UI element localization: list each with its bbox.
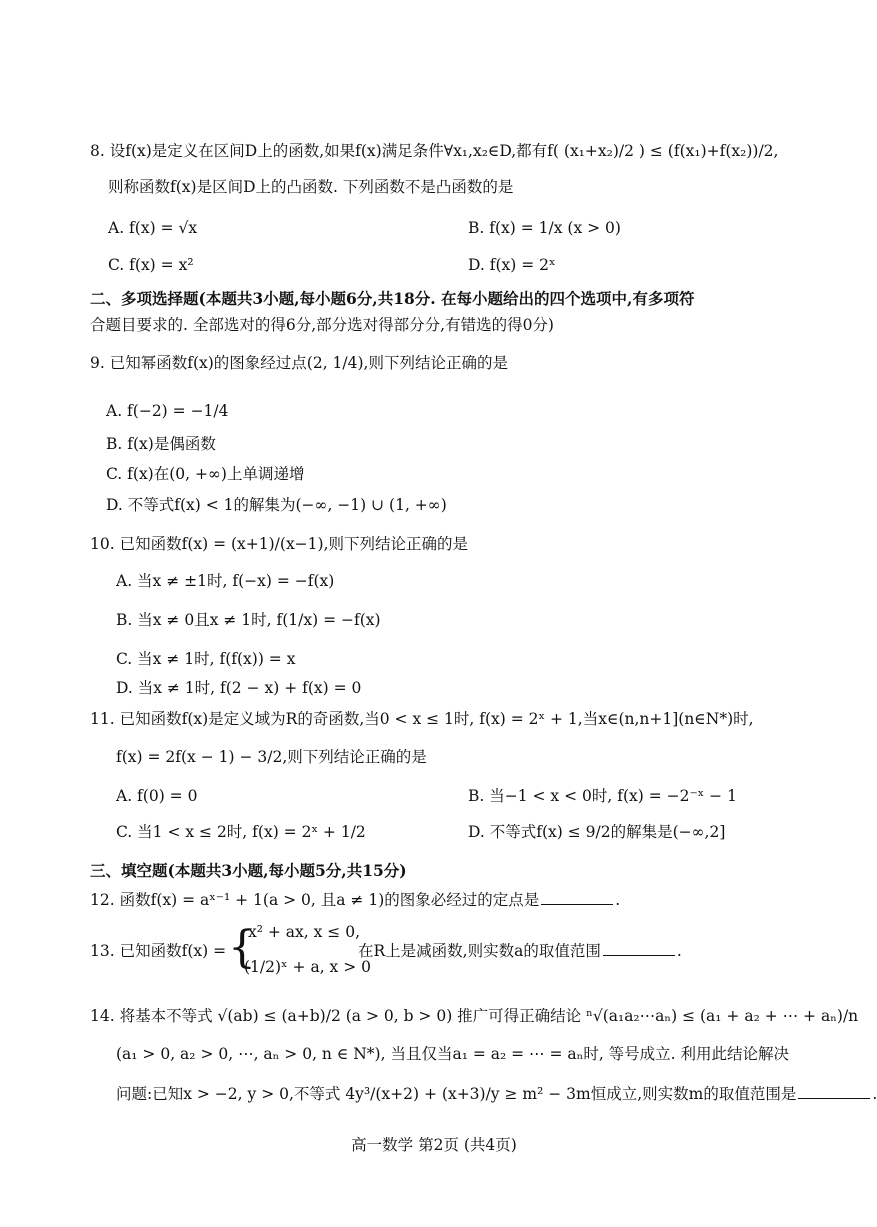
q8-stem-line1: 8. 设f(x)是定义在区间D上的函数,如果f(x)满足条件∀x₁,x₂∈D,都有f( (x₁+x₂)/2 ) ≤ (f(x₁)+f(x₂))/2, [90,142,779,160]
section-2-heading: 二、多项选择题(本题共3小题,每小题6分,共18分. 在每小题给出的四个选项中,有多项符 [90,289,695,308]
q11-stem-line2: f(x) = 2f(x − 1) − 3/2,则下列结论正确的是 [116,748,427,766]
q13-period: . [676,942,682,960]
q11-option-a: A. f(0) = 0 [116,787,198,805]
q12-answer-blank[interactable] [541,890,613,905]
q11-option-c: C. 当1 < x ≤ 2时, f(x) = 2ˣ + 1/2 [116,823,366,841]
q8-option-c: C. f(x) = x² [108,256,194,274]
q10-option-d: D. 当x ≠ 1时, f(2 − x) + f(x) = 0 [116,679,362,697]
q12-period: . [615,891,621,909]
q14-stem-line2: (a₁ > 0, a₂ > 0, ⋯, aₙ > 0, n ∈ N*), 当且仅当a₁ = a₂ = ⋯ = aₙ时, 等号成立. 利用此结论解决 [116,1045,790,1063]
q8-option-d: D. f(x) = 2ˣ [468,256,556,274]
q9-option-a: A. f(−2) = −1/4 [106,402,229,420]
q13-text-post: 在R上是减函数,则实数a的取值范围 [358,942,601,960]
q10-option-c: C. 当x ≠ 1时, f(f(x)) = x [116,650,296,668]
q13-stem-post [358,940,682,962]
q13-case-1: x² + ax, x ≤ 0, [248,923,361,941]
q11-option-d: D. 不等式f(x) ≤ 9/2的解集是(−∞,2] [468,823,726,841]
page-footer: 高一数学 第2页 (共4页) [351,1136,517,1154]
q9-option-d: D. 不等式f(x) < 1的解集为(−∞, −1) ∪ (1, +∞) [106,496,447,514]
q14-period: . [872,1085,877,1103]
section-3-heading: 三、填空题(本题共3小题,每小题5分,共15分) [90,861,407,880]
q10-option-b: B. 当x ≠ 0且x ≠ 1时, f(1/x) = −f(x) [116,611,381,629]
q13-stem [90,940,226,962]
q12-text: 12. 函数f(x) = aˣ⁻¹ + 1(a > 0, 且a ≠ 1)的图象必经过的定点是 [90,891,540,909]
q8-stem-line2: 则称函数f(x)是区间D上的凸函数. 下列函数不是凸函数的是 [108,178,514,196]
q13-text-pre: 13. 已知函数f(x) = [90,942,227,960]
q14-answer-blank[interactable] [798,1084,870,1099]
q10-option-a: A. 当x ≠ ±1时, f(−x) = −f(x) [116,572,335,590]
q14-stem-line3 [116,1083,877,1105]
q9-option-b: B. f(x)是偶函数 [106,435,216,453]
q13-answer-blank[interactable] [603,941,675,956]
q13-case-2: (1/2)ˣ + a, x > 0 [244,958,371,976]
q14-stem-line1: 14. 将基本不等式 √(ab) ≤ (a+b)/2 (a > 0, b > 0) 推广可得正确结论 ⁿ√(a₁a₂⋯aₙ) ≤ (a₁ + a₂ + ⋯ + aₙ)/n [90,1007,859,1025]
q10-stem: 10. 已知函数f(x) = (x+1)/(x−1),则下列结论正确的是 [90,535,469,553]
q14-text: 问题:已知x > −2, y > 0,不等式 4y³/(x+2) + (x+3)/y ≥ m² − 3m恒成立,则实数m的取值范围是 [116,1085,797,1103]
section-2-instructions: 合题目要求的. 全部选对的得6分,部分选对得部分分,有错选的得0分) [90,316,554,334]
q11-stem-line1: 11. 已知函数f(x)是定义域为R的奇函数,当0 < x ≤ 1时, f(x) = 2ˣ + 1,当x∈(n,n+1](n∈N*)时, [90,710,754,728]
q13-piecewise-brace: { [228,922,256,973]
q8-option-a: A. f(x) = √x [108,219,198,237]
q12-stem [90,889,620,911]
q8-option-b: B. f(x) = 1/x (x > 0) [468,219,621,237]
q9-option-c: C. f(x)在(0, +∞)上单调递增 [106,465,305,483]
q9-stem: 9. 已知幂函数f(x)的图象经过点(2, 1/4),则下列结论正确的是 [90,354,508,372]
q11-option-b: B. 当−1 < x < 0时, f(x) = −2⁻ˣ − 1 [468,787,737,805]
